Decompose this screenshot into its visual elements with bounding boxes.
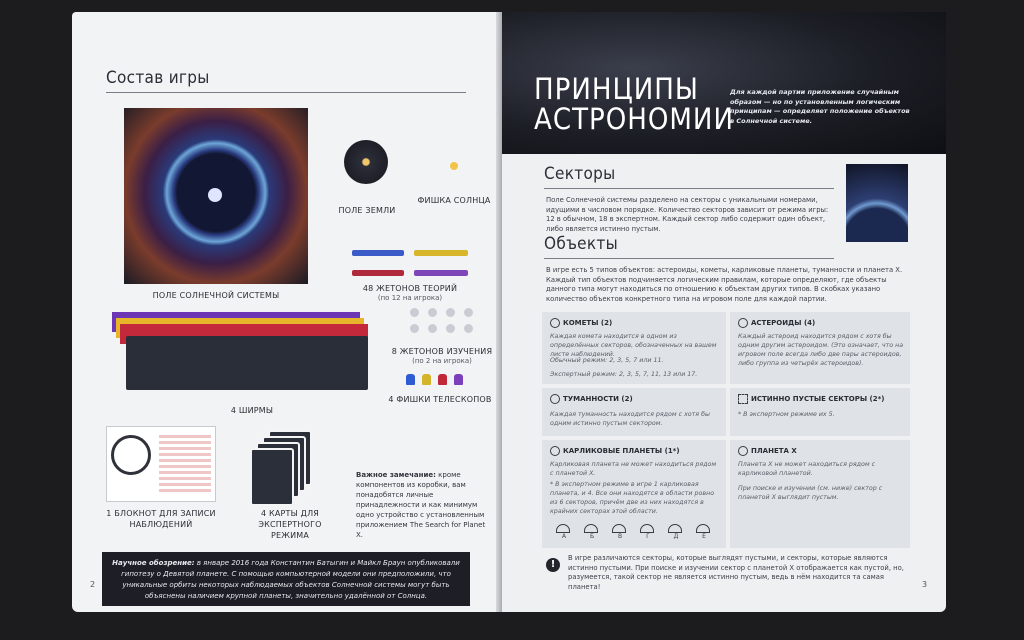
hero-title: ПРИНЦИПЫ АСТРОНОМИИ xyxy=(534,72,734,136)
empty-sectors-box xyxy=(730,388,910,436)
nebula-icon xyxy=(550,394,560,404)
nebulae-box xyxy=(542,388,726,436)
sectors-text: Поле Солнечной системы разделено на секторы с уникальными номерами, идущими в числовом порядке. Количество секторов зависит от режима игры: 12 в обычном, 18 в экспертном. Каждый сектор либо содержит один объект, либо является истинно пустым. xyxy=(546,196,829,233)
comets-title: КОМЕТЫ (2) xyxy=(563,319,613,327)
comets-normal: Обычный режим: 2, 3, 5, 7 или 11. xyxy=(550,357,664,364)
telescope-caption: 4 ФИШКИ ТЕЛЕСКОПОВ xyxy=(388,395,492,404)
planet-x-text: Планета X не может находиться рядом с карликовой планетой. xyxy=(738,461,876,477)
important-note xyxy=(356,470,486,540)
cards-caption: 4 КАРТЫ ДЛЯ ЭКСПЕРТНОГО РЕЖИМА xyxy=(258,509,322,540)
sun-caption: ФИШКА СОЛНЦА xyxy=(417,196,491,205)
telescope-pawns-image xyxy=(406,372,476,386)
planet-x-title: ПЛАНЕТА X xyxy=(751,447,797,455)
sector-illustration xyxy=(846,164,908,242)
banner-title: Научное обозрение: xyxy=(112,559,195,567)
warning-icon: ! xyxy=(546,558,560,572)
notebook-caption: 1 БЛОКНОТ ДЛЯ ЗАПИСИ НАБЛЮДЕНИЙ xyxy=(106,509,216,529)
board-caption: ПОЛЕ СОЛНЕЧНОЙ СИСТЕМЫ xyxy=(152,291,280,300)
objects-title: Объекты xyxy=(544,234,619,254)
theory-subcaption: (по 12 на игрока) xyxy=(377,294,443,302)
dwarf-planets-title: КАРЛИКОВЫЕ ПЛАНЕТЫ (1*) xyxy=(563,447,680,455)
banner-text: в январе 2016 года Константин Батыгин и Майкл Браун опубликовали гипотезу о Девятой планете. С помощью компьютерной модели они предположили, что уникальные орбиты некоторых наблюдаемых объектов Солнечной системы могут быть объяснены наличием крупной планеты, значительно удалённой от Солнца. xyxy=(121,559,460,600)
note-text: кроме компонентов из коробки, вам понадобятся личные принадлежности и как минимум одно устройство с установленным приложением The Search for Planet X. xyxy=(356,471,486,539)
theory-tokens-blue xyxy=(352,250,404,256)
dwarf-planets-box xyxy=(542,440,726,548)
screens-caption: 4 ШИРМЫ xyxy=(230,406,274,415)
sector-fan-icon xyxy=(584,524,598,533)
empty-sectors-title: ИСТИННО ПУСТЫЕ СЕКТОРЫ (2*) xyxy=(751,395,885,403)
dwarf-diagram: А Б В Г Д Е xyxy=(550,524,718,544)
left-page-number: 2 xyxy=(90,580,96,589)
planet-x-search: При поиске и изучении (см. ниже) сектор с планетой X выглядит пустым. xyxy=(738,485,883,501)
study-subcaption: (по 2 на игрока) xyxy=(412,357,472,365)
asteroid-icon xyxy=(738,318,748,328)
asteroids-title: АСТЕРОИДЫ (4) xyxy=(751,319,816,327)
nebulae-text: Каждая туманность находится рядом с хотя бы одним истинно пустым сектором. xyxy=(550,411,710,427)
objects-text: В игре есть 5 типов объектов: астероиды, кометы, карликовые планеты, туманности и планета X. Каждый тип объектов подчиняется логическим правилам, которые определяют, где объекты данного типа могут находиться по отношению к объектам других типов. В скобках указано количество объектов конкретного типа на игровом поле для каждой партии. xyxy=(546,266,903,303)
earth-board-image xyxy=(344,140,388,184)
study-tokens-image xyxy=(410,308,480,338)
board-sun xyxy=(208,188,222,202)
sector-fan-icon xyxy=(640,524,654,533)
asteroids-box xyxy=(730,312,910,384)
comet-icon xyxy=(550,318,560,328)
planet-x-icon xyxy=(738,446,748,456)
science-review-banner xyxy=(102,552,470,606)
note-title: Важное замечание: xyxy=(356,471,436,479)
sector-fan-icon xyxy=(668,524,682,533)
comets-expert: Экспертный режим: 2, 3, 5, 7, 11, 13 или 17. xyxy=(550,371,698,378)
right-page-number: 3 xyxy=(922,580,928,589)
planet-x-box xyxy=(730,440,910,548)
title-rule xyxy=(106,92,466,93)
sector-fan-icon xyxy=(696,524,710,533)
expert-cards-image xyxy=(250,430,314,506)
right-page xyxy=(502,12,946,612)
dwarf-planets-expert: * В экспертном режиме в игре 1 карликовая планета, и 4. Все они находятся в области ровно из 6 секторов, причём две из них находятся в крайних секторах этой области. xyxy=(550,481,715,515)
astronomy-hero xyxy=(502,12,946,154)
comets-box xyxy=(542,312,726,384)
comets-text: Каждая комета находится в одном из определённых секторов, обозначенных на вашем листе наблюдений. xyxy=(550,333,717,358)
objects-rule xyxy=(544,258,834,259)
components-title: Состав игры xyxy=(106,68,210,88)
hero-side-text: Для каждой партии приложение случайным образом — но по установленным логическим принципам — определяет положение объектов в Солнечной системе. xyxy=(730,88,910,125)
dwarf-planets-text: Карликовая планета не может находиться рядом с планетой X. xyxy=(550,461,717,477)
sectors-title: Секторы xyxy=(544,164,616,184)
left-page xyxy=(72,12,500,612)
theory-tokens-purple xyxy=(414,270,468,276)
empty-sector-icon xyxy=(738,394,748,404)
sector-fan-icon xyxy=(612,524,626,533)
asteroids-text: Каждый астероид находится рядом с хотя бы одним другим астероидом. (Это означает, что на игровом поле всегда либо две пары астероидов, либо группа из четырёх астероидов). xyxy=(738,333,904,367)
notebook-image xyxy=(106,426,216,502)
sector-fan-icon xyxy=(556,524,570,533)
sun-token-image xyxy=(450,162,458,170)
study-caption: 8 ЖЕТОНОВ ИЗУЧЕНИЯ xyxy=(391,347,493,356)
earth-caption: ПОЛЕ ЗЕМЛИ xyxy=(338,206,396,215)
theory-tokens-red xyxy=(352,270,404,276)
player-screens-image xyxy=(112,312,368,392)
solar-system-board-image xyxy=(124,108,308,284)
theory-caption: 48 ЖЕТОНОВ ТЕОРИЙ xyxy=(362,284,458,293)
theory-tokens-yellow xyxy=(414,250,468,256)
footer-note: В игре различаются секторы, которые выглядят пустыми, и секторы, которые являются истинно пустыми. При поиске и изучении сектор с планетой X отображается как пустой, но, разумеется, такой сектор не является истинно пустым, ведь в нём находится та самая планета! xyxy=(568,554,904,591)
dwarf-planet-icon xyxy=(550,446,560,456)
sectors-rule xyxy=(544,188,834,189)
empty-sectors-text: * В экспертном режиме их 5. xyxy=(738,411,835,418)
nebulae-title: ТУМАННОСТИ (2) xyxy=(563,395,633,403)
